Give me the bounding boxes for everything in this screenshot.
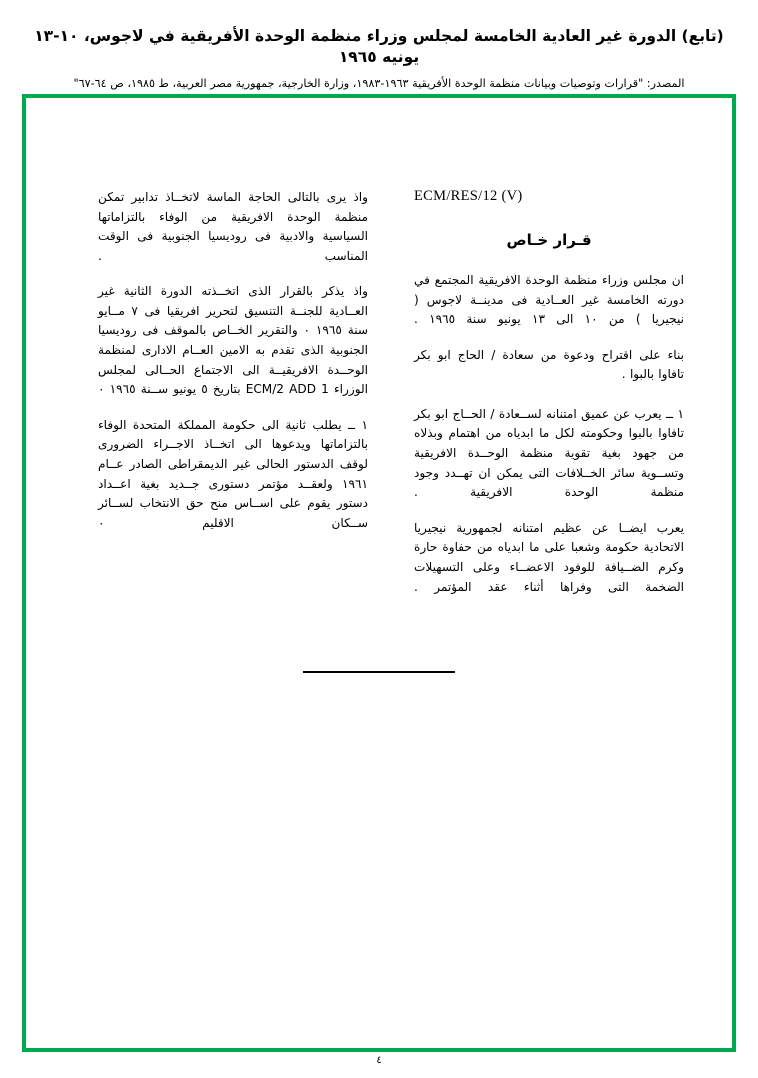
header-title: (تابع) الدورة غير العادية الخامسة لمجلس وزراء منظمة الوحدة الأفريقية في لاجوس، ١٠-١٣ يونيه ١٩٦٥: [34, 27, 724, 66]
section-divider: [74, 671, 684, 673]
page-header: [0, 0, 758, 92]
paragraph: بناء على اقتراح ودعوة من سعادة / الحاج ابو بكر تافاوا بالبوا .: [414, 347, 684, 382]
page-number: ٤: [376, 1055, 382, 1066]
document-code: ECM/RES/12 (V): [414, 188, 523, 204]
document-columns: [74, 188, 684, 613]
paragraph: يعرب ايضــا عن عظيم امتنانه لجمهورية نيجيريا الاتحادية حكومة وشعبا على ما ابدياه من حفاوة حارة وكرم الضــيافة للوفود الاعضــاء وعلى التسهيلات الضخمة التى وفراها أثناء عقد المؤتمر .: [414, 520, 684, 594]
header-source: المصدر: "قرارات وتوصيات وبيانات منظمة الوحدة الأفريقية ١٩٦٣-١٩٨٣، وزارة الخارجية، جمهورية مصر العربية، ط ١٩٨٥، ص ٦٤-٦٧": [73, 76, 685, 90]
divider-line: [303, 671, 455, 673]
paragraph: واذ يذكر بالقرار الذى اتخــذته الدورة الثانية غير العــادية للجنــة التنسيق لتحرير افريقيا فى ٧ مــايو سنة ١٩٦٥ ٠ والتقرير الخــاص بالموقف فى روديسيا الجنوبية الذى تقدم به الامين العــام الادارى لمنظمة الوحــدة الافريقيــة الى الاجتماع الحــالى لمجلس الوزراء ECM/2 ADD 1 بتاريخ ٥ يونيو ســنة ١٩٦٥ ٠: [98, 284, 368, 397]
paragraph: ان مجلس وزراء منظمة الوحدة الافريقية المجتمع في دورته الخامسة غير العــادية فى مدينــة لاجوس ( نيجيريا ) من ١٠ الى ١٣ يونيو سنة ١٩٦٥ .: [414, 273, 684, 327]
document-frame: [22, 94, 736, 1052]
document-inner: [26, 98, 732, 1048]
column-left: [98, 188, 368, 613]
paragraph: ١ ــ يطلب ثانية الى حكومة المملكة المتحدة الوفاء بالتزاماتها ويدعوها الى اتخــاذ الاجــراء الضرورى لوقف الدستور الحالى غير الديمقراطى الصادر عــام ١٩٦١ ولعقــد مؤتمر دستورى جــديد بغية اعــداد دستور يقوم على اســاس منح حق الانتخاب لســائر ســكان الاقليم ٠: [98, 417, 368, 530]
paragraph: واذ يرى بالتالى الحاجة الماسة لاتخــاذ تدابير تمكن منظمة الوحدة الافريقية من الوفاء بالتزاماتها السياسية والادبية فى روديسيا الجنوبية فى الوقت المناسب .: [98, 190, 368, 263]
document-subtitle: قـرار خـاص: [506, 231, 592, 249]
paragraph: ١ ــ يعرب عن عميق امتنانه لســعادة / الحــاج ابو بكر تافاوا بالبوا وحكومته لكل ما ابدياه من اهتمام وبذلاه من جهود بغية تقوية منظمة الوحــدة الافريقية وتســوية سائر الخــلافات التى يمكن ان تهــدد وجود منظمة الوحدة الافريقية .: [414, 406, 684, 500]
column-right: [414, 188, 684, 613]
